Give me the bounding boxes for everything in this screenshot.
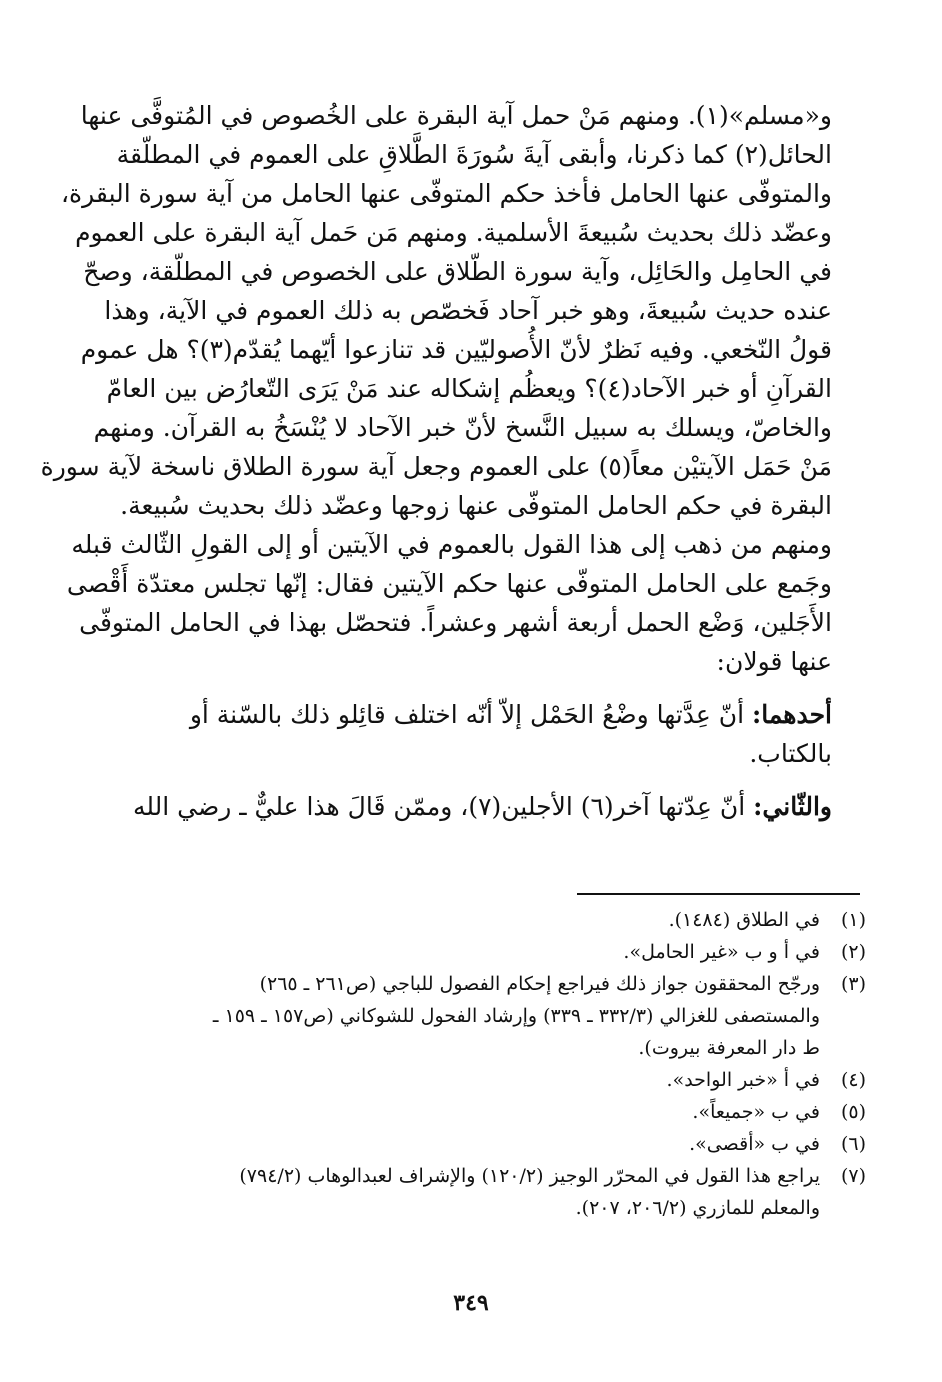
text-line: البقرة في حكم الحامل المتوفّى عنها زوجها وعضّد ذلك بحديث سُبيعة.	[120, 491, 832, 520]
footnote-text	[100, 1160, 820, 1224]
text-line: مَنْ حَمَل الآيتيْن معاً(٥) على العموم وجعل آية سورة الطلاق ناسخة لآية سورة	[40, 452, 832, 481]
text-line	[112, 695, 832, 734]
text-line: ومنهم من ذهب إلى هذا القول بالعموم في الآيتين أو إلى القولِ الثّالث قبله	[71, 530, 832, 559]
text-line: عنها قولان:	[716, 647, 832, 676]
footnote-line: في ب «جميعاً».	[692, 1101, 820, 1123]
text-line: وجَمع على الحامل المتوفّى عنها حكم الآيتين فقال: إنّها تجلس معتدّة أَقْصى	[66, 569, 832, 598]
footnotes	[100, 904, 866, 1224]
footnote-line: في أ و ب «غير الحامل».	[623, 941, 820, 963]
footnote-text	[100, 968, 820, 1064]
page-number: ٣٤٩	[453, 1290, 489, 1316]
footnote-number: (٧)	[840, 1165, 866, 1187]
text-line: والخاصّ، ويسلك به سبيل النَّسخ لأنّ خبر الآحاد لا يُنْسَخُ به القرآن. ومنهم	[93, 413, 832, 442]
footnote-line: في ب «أقصى».	[689, 1133, 820, 1155]
footnote	[100, 1128, 866, 1160]
footnote-number: (٤)	[840, 1069, 866, 1091]
text-line: وعضّد ذلك بحديث سُبيعةَ الأسلمية. ومنهم مَن حَمل آية البقرة على العموم	[75, 218, 832, 247]
text-line: بالكتاب.	[749, 739, 832, 768]
text-span: أنّ عِدَّتها وضْعُ الحَمْل إلاّ أنّه اختلف قائِلو ذلك بالسّنة أو	[189, 700, 745, 729]
opinion-term: والثّاني:	[753, 792, 832, 821]
footnote-line: والمعلم للمازري (٢٠٦/٢، ٢٠٧).	[575, 1197, 820, 1219]
footnote-line: في الطلاق (١٤٨٤).	[668, 909, 820, 931]
footnote-text	[100, 1128, 820, 1160]
footnote-number: (٢)	[840, 941, 866, 963]
paragraph-first-opinion	[112, 695, 832, 773]
footnote	[100, 1064, 866, 1096]
paragraph	[40, 96, 832, 681]
text-span: أنّ عِدّتها آخر(٦) الأجلين(٧)، وممّن قَالَ هذا عليٌّ ـ رضي الله	[132, 792, 746, 821]
footnote-separator	[577, 893, 860, 895]
footnote-text	[100, 1064, 820, 1096]
opinion-term: أحدهما:	[751, 700, 832, 729]
text-line: القرآنِ أو خبر الآحاد(٤)؟ ويعظُم إشكاله عند مَنْ يَرَى التّعارُض بين العامّ	[106, 374, 832, 403]
footnote-number: (٦)	[840, 1133, 866, 1155]
footnote-number: (٣)	[840, 973, 866, 995]
text-line: و«مسلم»(١). ومنهم مَنْ حمل آية البقرة على الخُصوص في المُتوفَّى عنها	[80, 101, 832, 130]
footnote-line: ورجّح المحققون جواز ذلك فيراجع إحكام الفصول للباجي (ص٢٦١ ـ ٢٦٥)	[259, 973, 820, 995]
footnote	[100, 968, 866, 1064]
footnote-line: في أ «خبر الواحد».	[666, 1069, 820, 1091]
text-line: الأَجَلين، وَضْع الحمل أربعة أشهر وعشراً. فتحصّل بهذا في الحامل المتوفّى	[79, 608, 832, 637]
text-line: في الحامِل والحَائِل، وآية سورة الطّلاق على الخصوص في المطلّقة، وصحّ	[83, 257, 832, 286]
text-line: الحائل(٢) كما ذكرنا، وأبقى آيةَ سُورَةَ الطَّلاقِ على العموم في المطلّقة	[116, 140, 832, 169]
footnote-line: يراجع هذا القول في المحرّر الوجيز (١٢٠/٢) والإشراف لعبدالوهاب (٧٩٤/٢)	[239, 1165, 820, 1187]
footnote-line: ط دار المعرفة بيروت).	[638, 1037, 820, 1059]
text-line: قولُ النّخعي. وفيه نَظرٌ لأنّ الأُصوليّين قد تنازعوا أيّهما يُقدّم(٣)؟ هل عموم	[80, 335, 832, 364]
main-text	[40, 96, 832, 826]
footnote	[100, 1160, 866, 1224]
text-line: والمتوفّى عنها الحامل فأخذ حكم المتوفّى عنها الحامل من آية سورة البقرة،	[60, 179, 832, 208]
footnote-text	[100, 936, 820, 968]
paragraph-second-opinion	[112, 787, 832, 826]
text-line: عنده حديث سُبيعةَ، وهو خبر آحاد فَخصّص به ذلك العموم في الآية، وهذا	[104, 296, 832, 325]
footnote-line: والمستصفى للغزالي (٣٣٢/٣ ـ ٣٣٩) وإرشاد الفحول للشوكاني (ص١٥٧ ـ ١٥٩ ـ	[212, 1005, 820, 1027]
footnote	[100, 1096, 866, 1128]
footnote-text	[100, 904, 820, 936]
footnote-number: (١)	[840, 909, 866, 931]
text-line	[112, 787, 832, 826]
footnote	[100, 936, 866, 968]
footnote-number: (٥)	[840, 1101, 866, 1123]
footnote-text	[100, 1096, 820, 1128]
footnote	[100, 904, 866, 936]
